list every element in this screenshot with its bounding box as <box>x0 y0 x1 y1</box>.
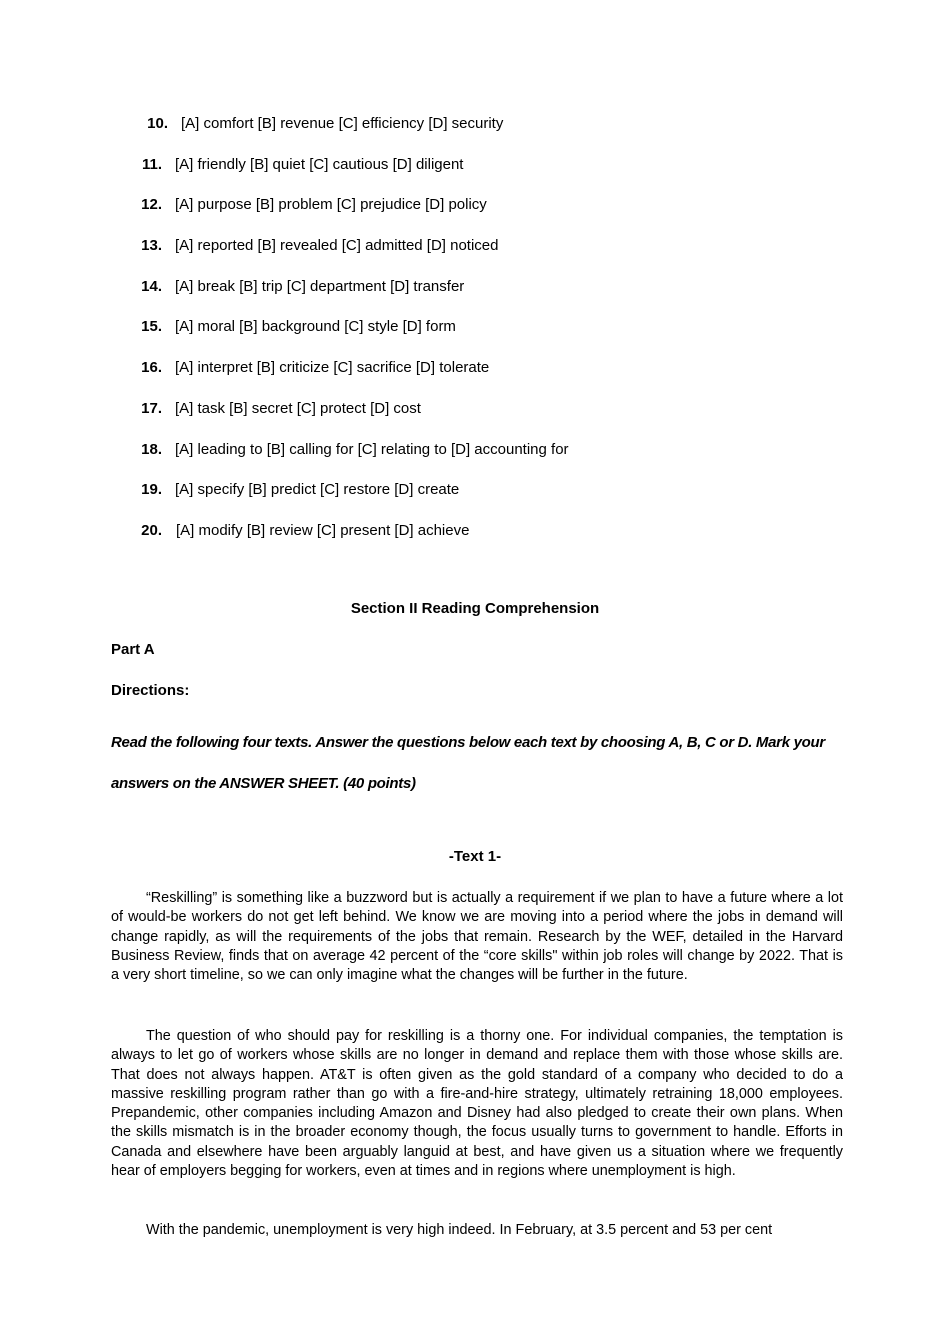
option-row-18 <box>0 440 950 481</box>
option-text: [A] moral [B] background [C] style [D] form <box>175 318 456 336</box>
option-row-10 <box>0 114 950 155</box>
option-text: [A] friendly [B] quiet [C] cautious [D] diligent <box>175 155 464 173</box>
instructions-text: Read the following four texts. Answer the questions below each text by choosing A, B, C or D. Mark your answers on the ANSWER SHEET. (40 points) <box>111 734 825 792</box>
question-number: 11. <box>141 155 162 173</box>
option-row-15 <box>0 317 950 358</box>
paragraph: With the pandemic, unemployment is very high indeed. In February, at 3.5 percent and 53 per cent <box>146 1222 773 1238</box>
option-text: [A] leading to [B] calling for [C] relating to [D] accounting for <box>175 440 569 458</box>
option-text: [A] interpret [B] criticize [C] sacrifice [D] tolerate <box>175 359 490 377</box>
option-row-13 <box>0 236 950 277</box>
question-number: 20. <box>141 521 162 539</box>
option-text: [A] break [B] trip [C] department [D] transfer <box>175 277 465 295</box>
question-number: 13. <box>141 237 162 255</box>
option-text: [A] modify [B] review [C] present [D] achieve <box>176 521 470 539</box>
option-text: [A] comfort [B] revenue [C] efficiency [D] security <box>181 115 504 132</box>
option-row-16 <box>0 358 950 399</box>
option-row-17 <box>0 399 950 440</box>
option-list <box>0 114 950 562</box>
option-text: [A] specify [B] predict [C] restore [D] create <box>175 481 460 499</box>
question-number: 18. <box>141 440 162 458</box>
option-text: [A] task [B] secret [C] protect [D] cost <box>175 399 421 417</box>
option-row-20 <box>0 521 950 562</box>
section-title: Section II Reading Comprehension <box>350 600 600 617</box>
question-number: 16. <box>141 359 162 377</box>
question-number: 15. <box>141 318 162 336</box>
paragraph: “Reskilling” is something like a buzzword but is actually a requirement if we plan to have a future where a lot of would-be workers do not get left behind. We know we are moving into a period where the jobs in demand will change rapidly, as will the requirements of the jobs that remain. Research by the WEF, detailed in the Harvard Business Review, finds that on average 42 percent of the “core skills" within job roles will change by 2022. That is a very short timeline, so we can only imagine what the changes will be further in the future. <box>111 890 843 984</box>
option-text: [A] reported [B] revealed [C] admitted [D] noticed <box>175 237 499 255</box>
question-number: 17. <box>141 399 162 417</box>
option-row-11 <box>0 155 950 196</box>
option-row-14 <box>0 277 950 318</box>
option-row-12 <box>0 195 950 236</box>
text-title: -Text 1- <box>448 848 502 865</box>
question-number: 12. <box>141 196 162 214</box>
directions-label: Directions: <box>111 682 190 699</box>
question-number: 14. <box>141 277 162 295</box>
question-number: 10. <box>147 115 168 132</box>
paragraph: The question of who should pay for reskilling is a thorny one. For individual companies, the temptation is always to let go of workers whose skills are no longer in demand and replace them with those whose skills are. That does not always happen. AT&T is often given as the gold standard of a company who decided to do a massive reskilling program rather than go with a fire-and-hire strategy, ultimately retraining 18,000 employees. Prepandemic, other companies including Amazon and Disney had also pledged to create their own plans. When the skills mismatch is in the broader economy though, the focus usually turns to government to handle. Efforts in Canada and elsewhere have been arguably languid at best, and have given us a situation where we frequently hear of employers begging for workers, even at times and in regions where unemployment is high. <box>111 1028 843 1180</box>
option-row-19 <box>0 480 950 521</box>
question-number: 19. <box>141 481 162 499</box>
part-heading: Part A <box>111 641 155 658</box>
option-text: [A] purpose [B] problem [C] prejudice [D] policy <box>175 196 487 214</box>
